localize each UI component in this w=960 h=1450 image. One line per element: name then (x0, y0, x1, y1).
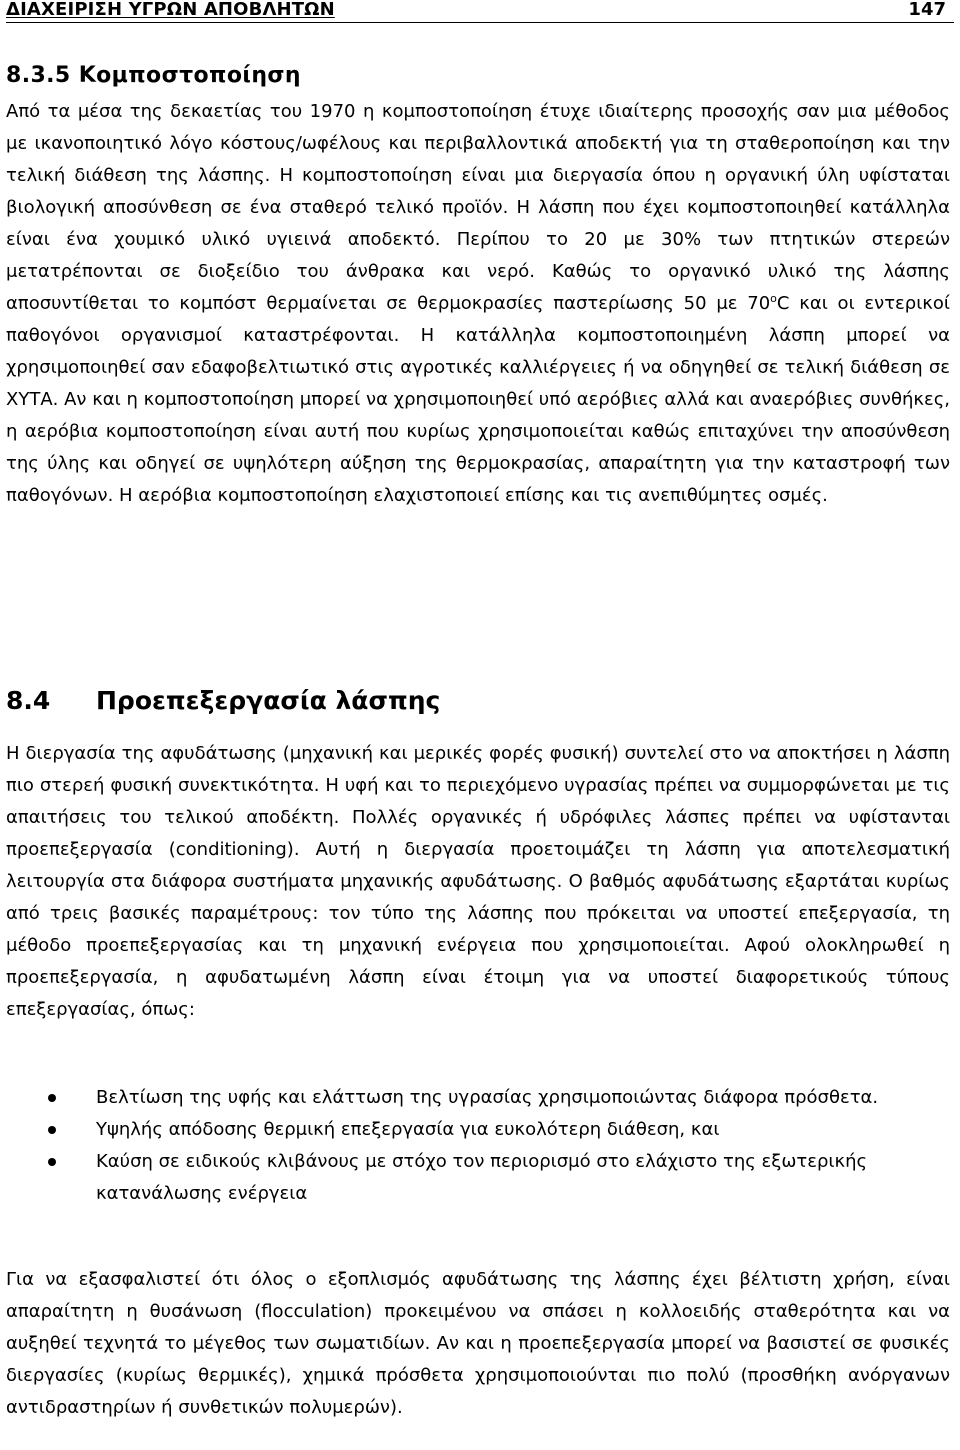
list-item (6, 1114, 950, 1146)
degree-symbol: o (770, 292, 777, 305)
list-item-text: Βελτίωση της υφής και ελάττωση της υγρασίας χρησιμοποιώντας διάφορα πρόσθετα. (96, 1087, 879, 1108)
running-header (6, 0, 954, 23)
section-paragraph-2: Για να εξασφαλιστεί ότι όλος ο εξοπλισμός αφυδάτωσης της λάσπης έχει βέλτιστη χρήση, είναι απαραίτητη η θυσάνωση (flocculation) προκειμένου να σπάσει η κολλοειδής σταθερότητα και να αυξηθεί τεχνητά το μέγεθος των σωματιδίων. Αν και η προεπεξεργασία μπορεί να βασιστεί σε φυσικές διεργασίες (κυρίως θερμικές), χημικά πρόσθετα χρησιμοποιούνται πιο πολύ (προσθήκη ανόργανων αντιδραστηρίων ή συνθετικών πολυμερών). (6, 1269, 950, 1418)
section-heading (6, 684, 440, 718)
list-item-text: Υψηλής απόδοσης θερμική επεξεργασία για ευκολότερη διάθεση, και (96, 1119, 720, 1140)
bullet-icon (48, 1158, 56, 1166)
bullet-icon (48, 1126, 56, 1134)
section-paragraph-1: Η διεργασία της αφυδάτωσης (μηχανική και μερικές φορές φυσική) συντελεί στο να αποκτήσει η λάσπη πιο στερεή φυσική συνεκτικότητα. Η υφή και το περιεχόμενο υγρασίας πρέπει να συμμορφώνεται με τις απαιτήσεις του τελικού αποδέκτη. Πολλές οργανικές ή υδρόφιλες λάσπες πρέπει να υφίστανται προεπεξεργασία (conditioning). Αυτή η διεργασία προετοιμάζει τη λάσπη για αποτελεσματική λειτουργία στα διάφορα συστήματα μηχανικής αφυδάτωσης. Ο βαθμός αφυδάτωσης εξαρτάται κυρίως από τρεις βασικές παραμέτρους: τον τύπο της λάσπης που πρόκειται να υποστεί επεξεργασία, τη μέθοδο προεπεξεργασίας και τη μηχανική ενέργεια που χρησιμοποιείται. Αφού ολοκληρωθεί η προεπεξεργασία, η αφυδατωμένη λάσπη είναι έτοιμη για να υποστεί διαφορετικούς τύπους επεξεργασίας, όπως: (6, 743, 950, 1020)
subsection-paragraph-part2: C και οι εντερικοί παθογόνοι οργανισμοί καταστρέφονται. Η κατάλληλα κομποστοποιημένη λάσπη μπορεί να χρησιμοποιηθεί σαν εδαφοβελτιωτικό στις αγροτικές καλλιέργειες ή να οδηγηθεί σε τελική διάθεση σε ΧΥΤΑ. Αν και η κομποστοποίηση μπορεί να χρησιμοποιηθεί υπό αερόβιες αλλά και αναερόβιες συνθήκες, η αερόβια κομποστοποίηση είναι αυτή που κυρίως χρησιμοποιείται καθώς επιταχύνει την αποσύνθεση της ύλης και οδηγεί σε υψηλότερη αύξηση της θερμοκρασίας, απαραίτητη για την καταστροφή των παθογόνων. Η αερόβια κομποστοποίηση ελαχιστοποιεί επίσης και τις ανεπιθύμητες οσμές. (6, 293, 951, 506)
section-title: Προεπεξεργασία λάσπης (96, 686, 441, 715)
subsection-paragraph (6, 96, 950, 512)
list-item (6, 1146, 950, 1210)
page-number: 147 (908, 0, 946, 20)
list-item-text: Καύση σε ειδικούς κλιβάνους με στόχο τον περιορισμό στο ελάχιστο της εξωτερικής κατανάλωσης ενέργεια (96, 1151, 868, 1204)
bullet-list (6, 1082, 950, 1210)
header-title: ΔΙΑΧΕΙΡΙΣΗ ΥΓΡΩΝ ΑΠΟΒΛΗΤΩΝ (6, 0, 335, 20)
list-item (6, 1082, 950, 1114)
subsection-paragraph-part1: Από τα μέσα της δεκαετίας του 1970 η κομποστοποίηση έτυχε ιδιαίτερης προσοχής σαν μια μέθοδος με ικανοποιητικό λόγο κόστους/ωφέλους και περιβαλλοντικά αποδεκτή για τη σταθεροποίηση και την τελική διάθεση της λάσπης. Η κομποστοποίηση είναι μια διεργασία όπου η οργανική ύλη υφίσταται βιολογική αποσύνθεση σε ένα σταθερό τελικό προϊόν. Η λάσπη που έχει κομποστοποιηθεί κατάλληλα είναι ένα χουμικό υλικό υγιεινά αποδεκτό. Περίπου το 20 με 30% των πτητικών στερεών μετατρέπονται σε διοξείδιο του άνθρακα και νερό. Καθώς το οργανικό υλικό της λάσπης αποσυντίθεται το κομπόστ θερμαίνεται σε θερμοκρασίες παστερίωσης 50 με 70 (6, 101, 950, 314)
bullet-icon (48, 1094, 56, 1102)
subsection-title: 8.3.5 Κομποστοποίηση (6, 63, 301, 88)
section-number: 8.4 (6, 686, 51, 715)
